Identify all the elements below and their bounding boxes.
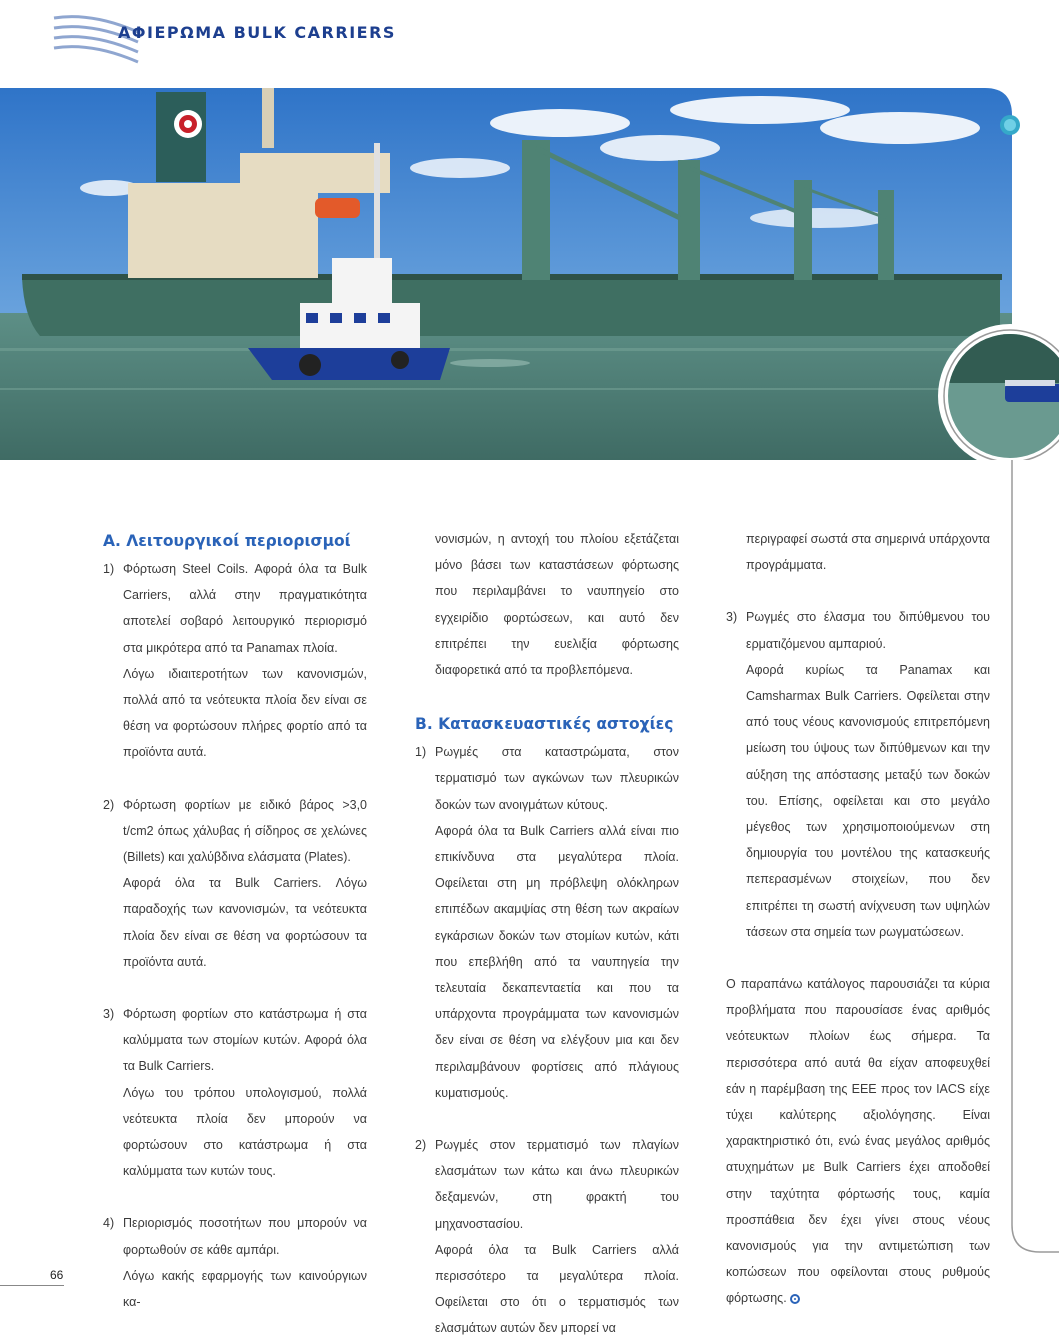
list-item [103,792,367,975]
item-number: 1) [103,562,115,576]
item-text: Φόρτωση φορτίων με ειδικό βάρος >3,0 t/cm2 όπως χάλυβας ή σίδηρος σε χελώνες (Billets) και χαλύβδινα ελάσματα (Plates). [123,797,367,865]
section-b-heading: Β. Κατασκευαστικές αστοχίες [415,715,674,734]
continuation-text: περιγραφεί σωστά στα σημερινά υπάρχοντα προγράμματα. [746,532,990,573]
item-number: 3) [103,1007,115,1022]
item-subtext: Λόγω του τρόπου υπολογισμού, πολλά νεότευκτα πλοία δεν μπορούν να φορτώσουν στο κατάστρωμα ή στα καλύμματα των κυτών τους. [123,1085,367,1179]
end-of-article-icon [790,1294,800,1304]
list-item [103,1210,367,1315]
item-number: 3) [726,610,738,625]
list-item [726,604,990,945]
item-number: 2) [415,1138,427,1153]
item-subtext: Αφορά όλα τα Bulk Carriers. Λόγω παραδοχής των κανονισμών, τα νεότευκτα πλοία δεν είναι σε θέση να φορτώσουν τα προϊόντα αυτά. [123,876,367,969]
conclusion-paragraph [726,971,990,1312]
item-number: 2) [103,797,115,812]
item-subtext: Λόγω κακής εφαρμογής των καινούργιων κα- [123,1268,367,1310]
section-title: ΑΦΙΕΡΩΜΑ BULK CARRIERS [118,23,396,42]
section-a-heading: Α. Λειτουργικοί περιορισμοί [103,532,351,550]
list-item [103,556,367,766]
item-text: Ρωγμές στον τερματισμό των πλαγίων ελασμάτων των κάτω και άνω πλευρικών δεξαμενών, στη φρακτή του μηχανοστασίου. [435,1138,679,1231]
conclusion-text: Ο παραπάνω κατάλογος παρουσιάζει τα κύρια προβλήματα που παρουσίασε ένας αριθμός νεότευκτων πλοίων έως σήμερα. Τα περισσότερα από αυτά θα είχαν αποφευχθεί εάν η παρέμβαση της ΕΕΕ προς τον IACS είχε τύχει καλύτερης αξιολόγησης. Είναι χαρακτηριστικό ότι, ενώ ένας μεγάλος αριθμός ατυχημάτων με Bulk Carriers έχει αποδοθεί στην ταχύτητα φόρτωσής τους, καμία προσπάθεια δεν έχει γίνει στους νέους κανονισμούς για την αντιμετώπιση των κοπώσεων που οφείλονται στους ρυθμούς φόρτωσης. [726,977,990,1306]
page-number-rule [0,1285,64,1286]
item-text: Φόρτωση φορτίων στο κατάστρωμα ή στα καλύμματα των στομίων κυτών. Αφορά όλα τα Bulk Carriers. [123,1007,367,1074]
continuation-text: νονισμών, η αντοχή του πλοίου εξετάζεται μόνο βάσει των καταστάσεων φόρτωσης που περιλαμβάνει το ναυπηγείο στο εγχειρίδιο φορτώσεων, και αυτό δεν επιτρέπει την ευελιξία φόρτωσης διαφορετικά από τα προβλεπόμενα. [435,532,679,678]
item-subtext: Αφορά όλα τα Bulk Carriers αλλά περισσότερο τα μεγαλύτερα πλοία. Οφείλεται στο ότι ο τερματισμός των ελασμάτων αυτών δεν μπορεί να [435,1242,679,1336]
column-b [415,526,679,1342]
list-item [415,739,679,1106]
item-subtext: Αφορά κυρίως τα Panamax και Camsharmax Bulk Carriers. Οφείλεται στην από τους νέους κανονισμούς επιτρεπόμενη μείωση του ύψους των διπύθμενων και την αύξηση της απόστασης μεταξύ των δοκών του. Επίσης, οφείλεται και στο μεγάλο μέγεθος των χρησιμοποιούμενων στη δημιουργία του μοντέλου της κατασκευής πεπερασμένων στοιχείων, που δεν επιτρέπει τη σωστή ανίχνευση των υψηλών τάσεων στα σημεία των ρωγματώσεων. [746,662,990,939]
item-number: 4) [103,1216,115,1231]
list-item [415,1132,679,1342]
hero-image-bulk-carrier [0,88,1059,460]
item-text: Φόρτωση Steel Coils. Αφορά όλα τα Bulk Carriers, αλλά στην πραγματικότητα αποτελεί σοβαρό λειτουργικό περιορισμό στα μικρότερα από τα Panamax πλοία. [123,562,367,655]
continued-text [726,526,990,578]
column-a [103,526,367,1315]
item-number: 1) [415,745,427,760]
page-number: 66 [50,1268,64,1282]
item-text: Περιορισμός ποσοτήτων που μπορούν να φορτωθούν σε κάθε αμπάρι. [123,1216,367,1257]
item-text: Ρωγμές στο έλασμα του διπύθμενου του ερματιζόμενου αμπαριού. [746,610,990,651]
list-item [103,1001,367,1184]
item-subtext: Λόγω ιδιαιτεροτήτων των κανονισμών, πολλά από τα νεότευκτα πλοία δεν είναι σε θέση να φορτώσουν πλήρες φορτίο από τα προϊόντα αυτά. [123,666,367,760]
item-subtext: Αφορά όλα τα Bulk Carriers αλλά είναι πιο επικίνδυνα στα μεγαλύτερα πλοία. Οφείλεται στη μη πρόβλεψη ολόκληρων επιπέδων ακαμψίας στη θέση των ακραίων εγκάρσιων δοκών των στομίων κυτών, κάτι που επεβλήθη από τα ναυπηγεία την τελευταία δεκαπενταετία και που τα υπάρχοντα προγράμματα των κανονισμών δεν είναι σε θέση να ελέγξουν μια και δεν περιλαμβάνουν φορτίσεις από πλάγιους κυματισμούς. [435,823,679,1100]
continued-text [415,526,679,683]
column-c [726,526,990,1312]
item-text: Ρωγμές στα καταστρώματα, στον τερματισμό των αγκώνων των πλευρικών δοκών των ανοιγμάτων κύτους. [435,745,679,812]
